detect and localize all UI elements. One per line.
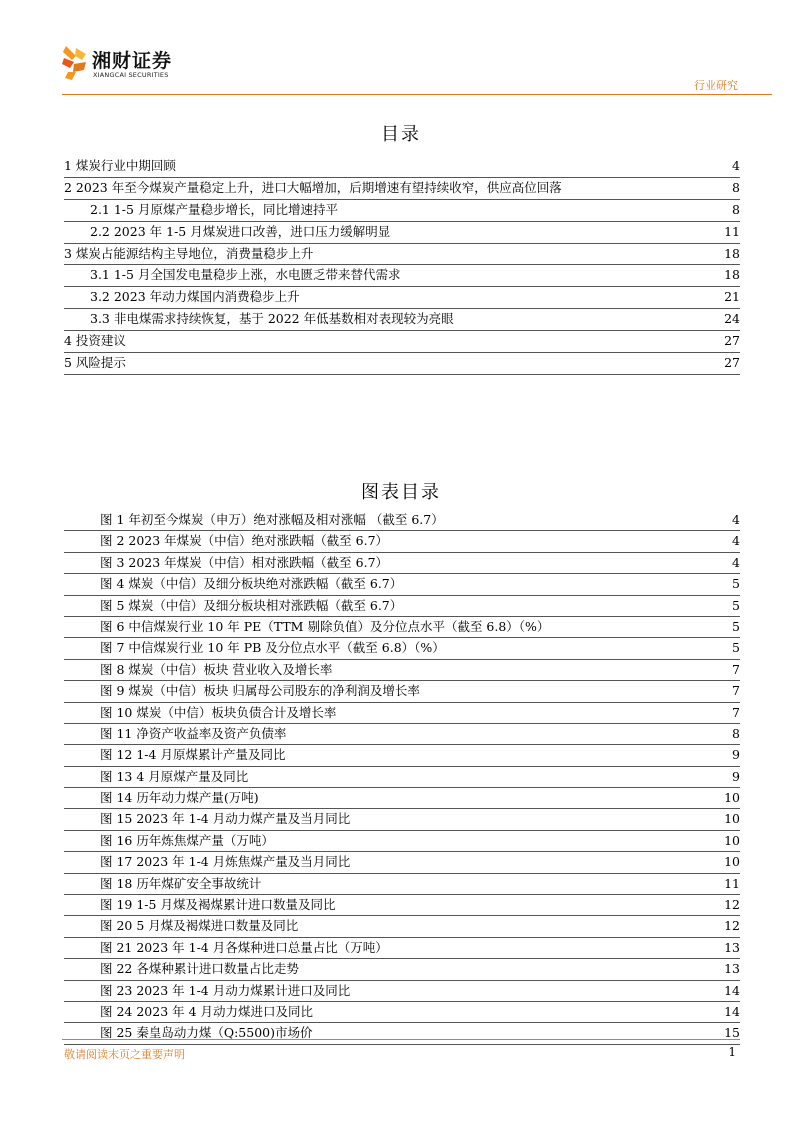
toc-entry-label: 5 风险提示 xyxy=(64,355,126,371)
figure-entry[interactable] xyxy=(64,617,740,638)
toc-entry-page: 4 xyxy=(732,158,740,173)
figure-entry[interactable] xyxy=(64,959,740,980)
figure-entry-page: 5 xyxy=(732,576,740,592)
toc-entry-label: 2 2023 年至今煤炭产量稳定上升，进口大幅增加，后期增速有望持续收窄，供应高位回落 xyxy=(64,179,562,195)
toc-entry[interactable] xyxy=(64,265,740,287)
toc-entry-label: 1 煤炭行业中期回顾 xyxy=(64,158,176,173)
figure-entry[interactable] xyxy=(64,553,740,574)
company-logo xyxy=(62,44,202,84)
figure-entry-page: 8 xyxy=(732,725,740,741)
figure-entry[interactable] xyxy=(64,1002,740,1023)
figure-entry-page: 5 xyxy=(732,618,740,634)
figure-entry-label: 图 1 年初至今煤炭（申万）绝对涨幅及相对涨幅 （截至 6.7） xyxy=(100,512,444,527)
figure-entry[interactable] xyxy=(64,895,740,916)
toc-entry-page: 8 xyxy=(732,201,740,217)
figure-entry[interactable] xyxy=(64,809,740,830)
figure-entry-page: 9 xyxy=(732,747,740,763)
figure-entry[interactable] xyxy=(64,938,740,959)
figure-entry[interactable] xyxy=(64,916,740,937)
toc-entry[interactable] xyxy=(64,200,740,222)
toc-entry-label: 2.1 1-5 月原煤产量稳步增长，同比增速持平 xyxy=(90,201,338,217)
toc-entry-label: 3.2 2023 年动力煤国内消费稳步上升 xyxy=(90,289,300,305)
toc-entry[interactable] xyxy=(64,353,740,375)
figure-entry[interactable] xyxy=(64,681,740,702)
figure-entry-label: 图 14 历年动力煤产量(万吨) xyxy=(100,790,259,806)
figure-entry[interactable] xyxy=(64,788,740,809)
toc-entry[interactable] xyxy=(64,287,740,309)
toc-entry[interactable] xyxy=(64,309,740,331)
figure-entry-page: 12 xyxy=(724,897,740,913)
toc-entry[interactable] xyxy=(64,244,740,266)
figure-entry-label: 图 25 秦皇岛动力煤（Q:5500)市场价 xyxy=(100,1025,313,1041)
figure-entry-page: 7 xyxy=(732,661,740,677)
figure-entry-page: 15 xyxy=(724,1025,740,1041)
figure-entry[interactable] xyxy=(64,724,740,745)
figure-entry-label: 图 17 2023 年 1-4 月炼焦煤产量及当月同比 xyxy=(100,854,351,870)
figure-entry[interactable] xyxy=(64,981,740,1002)
figure-entry-label: 图 7 中信煤炭行业 10 年 PB 及分位点水平（截至 6.8）（%） xyxy=(100,640,445,656)
figure-entry-label: 图 9 煤炭（中信）板块 归属母公司股东的净利润及增长率 xyxy=(100,683,420,699)
toc-entry-page: 27 xyxy=(724,355,740,371)
figure-entry[interactable] xyxy=(64,745,740,766)
figure-entry-page: 13 xyxy=(724,939,740,955)
toc-entry[interactable] xyxy=(64,178,740,200)
figure-entry-page: 4 xyxy=(732,554,740,570)
section-tag: 行业研究 xyxy=(694,79,738,92)
figure-entry-page: 7 xyxy=(732,683,740,699)
toc-entry[interactable] xyxy=(64,222,740,244)
figure-entry[interactable] xyxy=(64,767,740,788)
figure-entry[interactable] xyxy=(64,703,740,724)
toc-entry-page: 18 xyxy=(724,245,740,261)
figure-entry-label: 图 19 1-5 月煤及褐煤累计进口数量及同比 xyxy=(100,897,336,913)
figure-entry-label: 图 10 煤炭（中信）板块负债合计及增长率 xyxy=(100,704,337,720)
figure-entry[interactable] xyxy=(64,531,740,552)
toc-entry-label: 3.1 1-5 月全国发电量稳步上涨，水电匮乏带来替代需求 xyxy=(90,267,401,283)
logo-chinese-name: 湘财证券 xyxy=(92,50,173,72)
figure-list-title: 图表目录 xyxy=(361,482,441,503)
figure-entry-page: 11 xyxy=(724,875,740,891)
toc-title: 目录 xyxy=(381,124,421,145)
figure-entry-label: 图 5 煤炭（中信）及细分板块相对涨跌幅（截至 6.7） xyxy=(100,597,403,613)
figure-entry[interactable] xyxy=(64,852,740,873)
figure-entry-page: 4 xyxy=(732,533,740,549)
toc-entry-page: 27 xyxy=(724,333,740,349)
toc-entry-page: 18 xyxy=(724,267,740,283)
toc-entry-label: 3.3 非电煤需求持续恢复，基于 2022 年低基数相对表现较为亮眼 xyxy=(90,311,454,327)
toc-entry-label: 4 投资建议 xyxy=(64,333,126,349)
figure-entry-label: 图 22 各煤种累计进口数量占比走势 xyxy=(100,961,299,977)
toc-entry-label: 2.2 2023 年 1-5 月煤炭进口改善，进口压力缓解明显 xyxy=(90,223,391,239)
toc-list xyxy=(64,156,740,375)
figure-entry-page: 10 xyxy=(724,811,740,827)
figure-entry-page: 10 xyxy=(724,854,740,870)
figure-entry-label: 图 4 煤炭（中信）及细分板块绝对涨跌幅（截至 6.7） xyxy=(100,576,403,592)
figure-entry-page: 4 xyxy=(732,512,740,527)
figure-entry-label: 图 24 2023 年 4 月动力煤进口及同比 xyxy=(100,1003,314,1019)
figure-entry-label: 图 8 煤炭（中信）板块 营业收入及增长率 xyxy=(100,661,333,677)
figure-entry-label: 图 20 5 月煤及褐煤进口数量及同比 xyxy=(100,918,299,934)
toc-entry-page: 24 xyxy=(724,311,740,327)
figure-entry-label: 图 6 中信煤炭行业 10 年 PE（TTM 剔除负值）及分位点水平（截至 6.8）（%） xyxy=(100,618,550,634)
figure-entry-label: 图 12 1-4 月原煤累计产量及同比 xyxy=(100,747,286,763)
figure-entry-label: 图 21 2023 年 1-4 月各煤种进口总量占比（万吨） xyxy=(100,939,388,955)
toc-entry-page: 21 xyxy=(724,289,740,305)
logo-english-name: XIANGCAI SECURITIES xyxy=(93,71,169,79)
figure-entry-page: 9 xyxy=(732,768,740,784)
figure-entry[interactable] xyxy=(64,510,740,531)
figure-entry[interactable] xyxy=(64,574,740,595)
figure-entry-page: 12 xyxy=(724,918,740,934)
toc-entry-label: 3 煤炭占能源结构主导地位，消费量稳步上升 xyxy=(64,245,314,261)
figure-list xyxy=(64,510,740,1045)
figure-entry-page: 14 xyxy=(724,1003,740,1019)
figure-entry-label: 图 18 历年煤矿安全事故统计 xyxy=(100,875,262,891)
header-divider xyxy=(62,94,772,95)
figure-entry-label: 图 16 历年炼焦煤产量（万吨） xyxy=(100,832,274,848)
figure-entry[interactable] xyxy=(64,660,740,681)
figure-entry[interactable] xyxy=(64,1023,740,1044)
figure-entry-label: 图 15 2023 年 1-4 月动力煤产量及当月同比 xyxy=(100,811,351,827)
figure-entry-label: 图 11 净资产收益率及资产负债率 xyxy=(100,725,287,741)
figure-entry-page: 13 xyxy=(724,961,740,977)
figure-entry-page: 7 xyxy=(732,704,740,720)
figure-entry[interactable] xyxy=(64,831,740,852)
toc-entry[interactable] xyxy=(64,156,740,178)
toc-entry-page: 11 xyxy=(724,223,740,239)
toc-entry-page: 8 xyxy=(732,179,740,195)
figure-entry[interactable] xyxy=(64,638,740,659)
figure-entry-page: 5 xyxy=(732,640,740,656)
figure-entry-page: 5 xyxy=(732,597,740,613)
figure-entry-label: 图 23 2023 年 1-4 月动力煤累计进口及同比 xyxy=(100,982,351,998)
figure-entry-label: 图 13 4 月原煤产量及同比 xyxy=(100,768,249,784)
toc-entry[interactable] xyxy=(64,331,740,353)
page-number: 1 xyxy=(728,1045,736,1059)
figure-entry[interactable] xyxy=(64,874,740,895)
figure-entry-page: 10 xyxy=(724,790,740,806)
footer-divider xyxy=(62,1039,740,1040)
logo-mark-icon xyxy=(62,44,88,82)
figure-entry-label: 图 2 2023 年煤炭（中信）绝对涨跌幅（截至 6.7） xyxy=(100,533,389,549)
figure-entry-label: 图 3 2023 年煤炭（中信）相对涨跌幅（截至 6.7） xyxy=(100,554,389,570)
figure-entry-page: 10 xyxy=(724,832,740,848)
disclaimer-note: 敬请阅读末页之重要声明 xyxy=(64,1048,185,1061)
figure-entry[interactable] xyxy=(64,596,740,617)
figure-entry-page: 14 xyxy=(724,982,740,998)
